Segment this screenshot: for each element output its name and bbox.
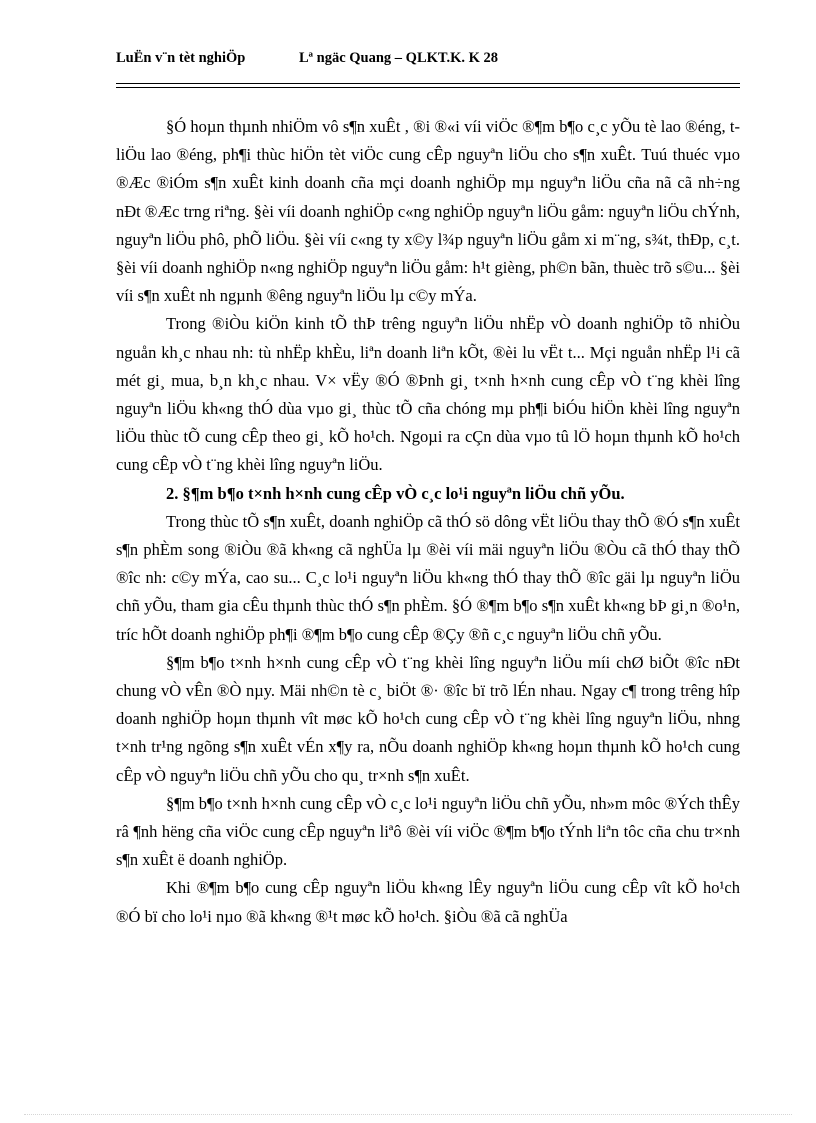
section-heading: 2. §¶m b¶o t×nh h×nh cung cÊp vÒ c¸c lo¹i nguyªn liÖu chñ yÕu.	[166, 483, 625, 503]
header-author-class: Lª ngäc Quang – QLKT.K. K 28	[299, 50, 499, 66]
paragraph: §¶m b¶o t×nh h×nh cung cÊp vÒ c¸c lo¹i nguyªn liÖu chñ yÕu, nh»m môc ®Ých thÊy râ ¶nh hëng cña viÖc cung cÊp nguyªn liªô ®èi víi viÖc ®¶m b¶o tÝnh liªn tôc cña chu tr×nh s¶n xuÊt ë doanh nghiÖp.	[116, 793, 740, 870]
header-rule-top	[116, 83, 740, 84]
paragraph: Trong ®iÒu kiÖn kinh tÕ thÞ trêng nguyªn liÖu nhËp vÒ doanh nghiÖp tõ nhiÒu nguån kh¸c nhau nh: tù nhËp khÈu, liªn doanh liªn kÕt, ®èi lu vËt t... Mçi nguån nhËp l¹i cã mét gi¸ mua, b¸n kh¸c nhau. V× vËy ®Ó ®Þnh gi¸ t×nh h×nh cung cÊp vÒ t¨ng khèi lîng nguyªn liÖu kh«ng thÓ dùa vµo gi¸ thùc tÕ cña chóng mµ ph¶i biÓu hiÖn khèi lîng nguyªn liÖu thùc tÕ cung cÊp theo gi¸ kÕ ho¹ch. Ngoµi ra cÇn dùa vµo tû lÖ hoµn thµnh kÕ ho¹ch cung cÊp vÒ t¨ng khèi lîng nguyªn liÖu.	[116, 314, 740, 475]
paragraph: §¶m b¶o t×nh h×nh cung cÊp vÒ t¨ng khèi lîng nguyªn liÖu míi chØ biÕt ®îc nÐt chung vÒ vÊn ®Ò nµy. Mäi nh©n tè c¸ biÖt ®· ®îc bï trõ lÉn nhau. Ngay c¶ trong trêng hîp doanh nghiÖp hoµn thµnh vît møc kÕ ho¹ch cung cÊp vÒ t¨ng khèi lîng nguyªn liÖu, nhng t×nh tr¹ng ngõng s¶n xuÊt vÉn x¶y ra, nÕu doanh nghiÖp kh«ng hoµn thµnh kÕ ho¹ch cung cÊp vÒ nguyªn liÖu chñ yÕu cho qu¸ tr×nh s¶n xuÊt.	[116, 652, 740, 785]
paragraph: Trong thùc tÕ s¶n xuÊt, doanh nghiÖp cã thÓ sö dông vËt liÖu thay thÕ ®Ó s¶n xuÊt s¶n phÈm song ®iÒu ®ã kh«ng cã nghÜa lµ ®èi víi mäi nguyªn liÖu ®Òu cã thÓ thay thÕ ®îc nh: c©y mÝa, cao su... C¸c lo¹i nguyªn liÖu kh«ng thÓ thay thÕ ®îc gäi lµ nguyªn liÖu chñ yÕu, tham gia cÊu thµnh thùc thÓ s¶n phÈm. §Ó ®¶m b¶o s¶n xuÊt kh«ng bÞ gi¸n ®o¹n, tríc hÕt doanh nghiÖp ph¶i ®¶m b¶o cung cÊp ®Çy ®ñ c¸c nguyªn liÖu chñ yÕu.	[116, 511, 740, 644]
paragraph: Khi ®¶m b¶o cung cÊp nguyªn liÖu kh«ng lÊy nguyªn liÖu cung cÊp vît kÕ ho¹ch ®Ó bï cho lo¹i nµo ®ã kh«ng ®¹t møc kÕ ho¹ch. §iÒu ®ã cã nghÜa	[116, 878, 740, 926]
running-header	[116, 50, 740, 70]
body-text	[116, 113, 740, 931]
paragraph: §Ó hoµn thµnh nhiÖm vô s¶n xuÊt , ®i ®«i víi viÖc ®¶m b¶o c¸c yÕu tè lao ®éng, t liÖu lao ®éng, ph¶i thùc hiÖn tèt viÖc cung cÊp nguyªn liÖu cho s¶n xuÊt. Tuú thuéc vµo ®Æc ®iÓm s¶n xuÊt kinh doanh cña mçi doanh nghiÖp mµ nguyªn liÖu cña nã cã nh÷ng nÐt ®Æc trng riªng. §èi víi doanh nghiÖp c«ng nghiÖp nguyªn liÖu gåm: nguyªn liÖu chÝnh, nguyªn liÖu phô, phÕ liÖu. §èi víi c«ng ty x©y l¾p nguyªn liÖu gåm xi m¨ng, s¾t, thÐp, c¸t. §èi víi doanh nghiÖp n«ng nghiÖp nguyªn liÖu gåm: h¹t gièng, ph©n bãn, thuèc trõ s©u... §èi víi s¶n xuÊt nh ngµnh ®êng nguyªn liÖu lµ c©y mÝa.	[116, 117, 740, 306]
header-thesis-title: LuËn v¨n tèt nghiÖp	[116, 50, 246, 66]
page-bottom-divider	[24, 1114, 792, 1115]
header-rule-bottom	[116, 87, 740, 88]
